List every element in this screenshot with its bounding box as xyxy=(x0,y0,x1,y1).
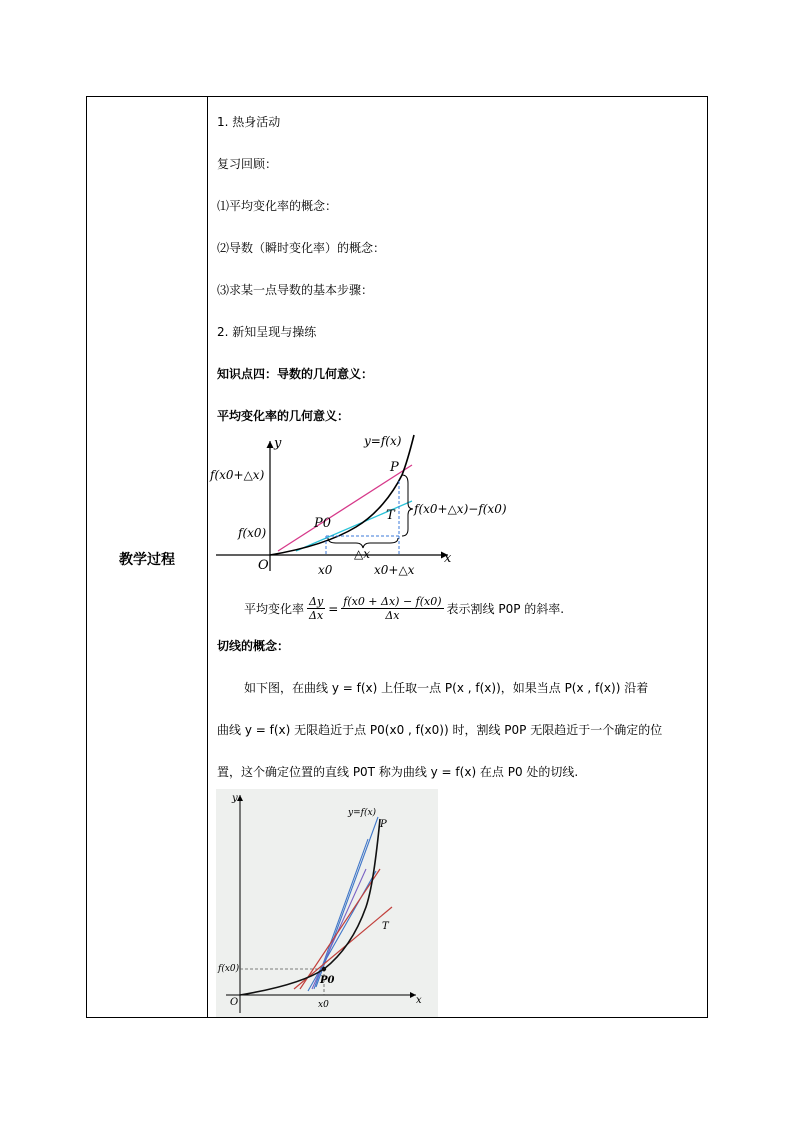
point-p0-label: P0 xyxy=(314,516,332,531)
x-low-label: x0 xyxy=(318,563,333,577)
point-p-label: P xyxy=(390,460,399,475)
origin-label: O xyxy=(258,558,269,573)
y-axis-label: y xyxy=(232,793,238,804)
brace-label: f(x0+△x)−f(x0) xyxy=(414,502,507,516)
x-value-label: x0 xyxy=(318,1000,329,1010)
new-knowledge-heading: 2. 新知呈现与操练 xyxy=(217,325,317,339)
average-rate-geometry-heading: 平均变化率的几何意义： xyxy=(217,409,350,423)
tangent-figure-photo xyxy=(216,789,438,1017)
y-axis-label: y xyxy=(274,436,282,451)
x-axis-label: x xyxy=(416,995,422,1006)
lesson-table xyxy=(86,96,708,1018)
secant-diagram xyxy=(210,431,516,581)
curve xyxy=(240,819,380,995)
equals-sign: = xyxy=(328,601,339,616)
review-item-2: ⑵导数（瞬时变化率）的概念： xyxy=(217,241,386,255)
warmup-heading: 1. 热身活动 xyxy=(217,115,281,129)
x-high-label: x0+△x xyxy=(374,563,415,577)
review-heading: 复习回顾： xyxy=(217,157,278,171)
review-item-1: ⑴平均变化率的概念： xyxy=(217,199,338,213)
dy-dx-fraction: $\frac{\Delta y}{\Delta x}$ xyxy=(309,595,324,622)
y-low-label: f(x0) xyxy=(238,526,267,540)
tangent-paragraph-line-1: 如下图，在曲线 y = f(x) 上任取一点 P(x , f(x))，如果当点 P(x , f(x)) 沿着 xyxy=(244,681,649,695)
tangent-concept-heading: 切线的概念： xyxy=(217,639,290,653)
curve xyxy=(270,435,414,555)
curve-label: y=f(x) xyxy=(348,808,377,818)
tangent-line-red-2 xyxy=(300,869,380,989)
tangent-diagram xyxy=(216,789,438,1017)
point-p0-label: P0 xyxy=(320,975,335,986)
tangent-paragraph-line-2: 曲线 y = f(x) 无限趋近于点 P0(x0 , f(x0)) 时，割线 P0P 无限趋近于一个确定的位 xyxy=(217,723,663,737)
dx-label: △x xyxy=(354,547,370,561)
curve-label: y=f(x) xyxy=(364,434,402,448)
formula-tail: 表示割线 P0P 的斜率. xyxy=(446,602,565,616)
point-p-label: P xyxy=(380,819,387,830)
point-t-label: T xyxy=(382,921,389,932)
section-label-cell xyxy=(87,97,208,1017)
brace-vertical xyxy=(402,475,413,536)
difference-quotient: $\frac{f(x0 + \Delta x) - f(x0)}{\Delta x}$ xyxy=(343,595,442,622)
y-value-label: f(x0) xyxy=(218,964,240,974)
point-t-label: T xyxy=(386,508,395,523)
tangent-paragraph-line-3: 置，这个确定位置的直线 P0T 称为曲线 y = f(x) 在点 P0 处的切线. xyxy=(217,765,579,779)
section-label: 教学过程 xyxy=(119,552,175,568)
formula-lead: 平均变化率 xyxy=(244,602,305,616)
average-rate-formula xyxy=(244,595,564,622)
x-axis-label: x xyxy=(444,551,452,566)
content-cell xyxy=(208,97,707,1017)
origin-label: O xyxy=(230,997,239,1008)
y-top-label: f(x0+△x) xyxy=(210,468,265,482)
knowledge-point-heading: 知识点四：导数的几何意义： xyxy=(217,367,374,381)
review-item-3: ⑶求某一点导数的基本步骤： xyxy=(217,283,374,297)
